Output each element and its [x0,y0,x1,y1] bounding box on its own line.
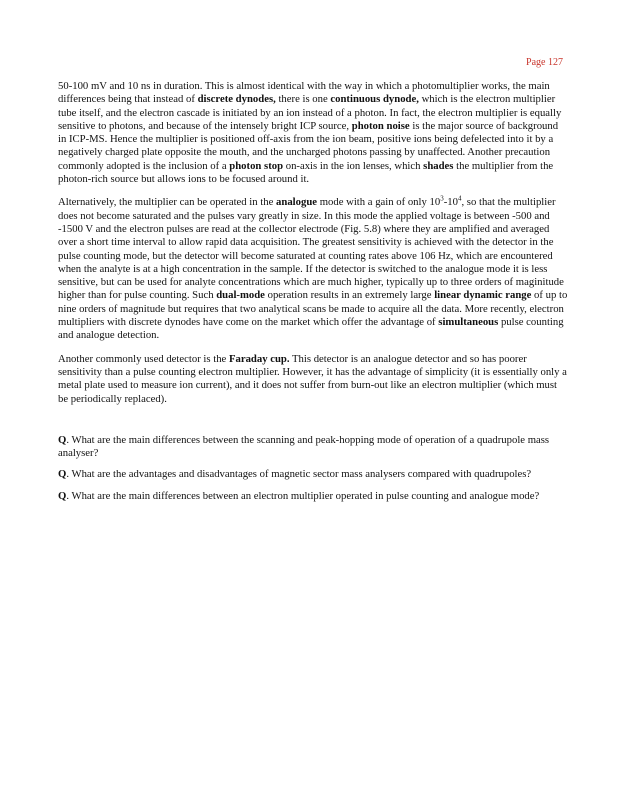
page-content [58,80,568,511]
paragraph-electron-multiplier: 50-100 mV and 10 ns in duration. This is almost identical with the way in which a photomultiplier works, the main differences being that instead of discrete dynodes, there is one continuous dynode, which is the electron multiplier tube itself, and the electron cascade is initiated by an ion instead of a photon. In fact, the electron multiplier is equally sensitive to photons, and because of the intensely bright ICP source, photon noise is the major source of background in ICP-MS. Hence the multiplier is positioned off-axis from the ion beam, positive ions being defelected into it by a negatively charged plate opposite the mouth, and the uncharged photons passing by unaffected. Another precaution commonly adopted is the inclusion of a photon stop on-axis in the ion lenses, which shades the multiplier from the photon-rich source but allows ions to be focused around it. [58,80,562,186]
question-1: Q. What are the main differences between the scanning and peak-hopping mode of operation of a quadrupole mass analyser? [58,433,550,460]
page-number: Page 127 [526,57,563,68]
paragraph-faraday-cup: Another commonly used detector is the Faraday cup. This detector is an analogue detector and so has poorer sensitivity than a pulse counting electron multiplier. However, it has the advantage of simplicity (it is essentially only a metal plate used to measure ion current), and it does not suffer from burn-out like an electron multiplier (which must be periodically replaced). [58,352,567,405]
spacer [58,416,568,434]
question-3: Q. What are the main differences between an electron multiplier operated in pulse counting and analogue mode? [58,489,540,502]
question-2: Q. What are the advantages and disadvantages of magnetic sector mass analysers compared with quadrupoles? [58,468,532,481]
paragraph-analogue-mode: Alternatively, the multiplier can be operated in the analogue mode with a gain of only $10^3-10^4$, so that the multiplier does not become saturated and the pulses vary greatly in size. In this mode the applied voltage is between -500 and -1500 V and the electron pulses are read at the collector electrode (Fig. 5.8) where they are amplified and averaged over a short time interval to allow rapid data acquisition. The greatest sensitivity is achieved with the detector in the pulse counting mode, but the detector will become saturated at counting rates above 106 Hz, which are encountered when the analyte is at a high concentration in the sample. If the detector is switched to the analogue mode it is less sensitive, but can be used for analyte concentrations which are much higher, typically up to three orders of maginitude higher than for pulse counting. Such dual-mode operation results in an extremely large linear dynamic range of up to nine orders of magnitude but requires that two analytical scans be made to acquire all the data. More recently, electron multipliers with discrete dynodes have come on the market which offer the advantage of simultaneous pulse counting and analogue detection. [58,194,568,342]
